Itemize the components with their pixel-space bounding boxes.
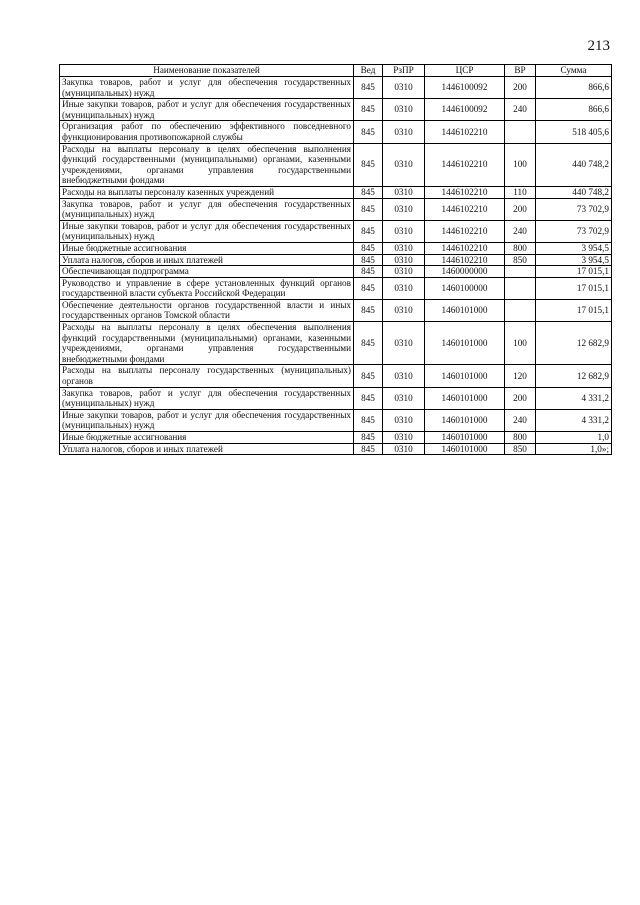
cell-ved: 845	[354, 322, 383, 365]
cell-name: Иные закупки товаров, работ и услуг для обеспечения государственных (муниципальных) нужд	[60, 220, 354, 242]
cell-name: Закупка товаров, работ и услуг для обеспечения государственных (муниципальных) нужд	[60, 198, 354, 220]
header-name: Наименование показателей	[60, 65, 354, 77]
table-row	[60, 266, 612, 278]
header-rzpr: РзПР	[383, 65, 425, 77]
cell-rzpr: 0310	[383, 77, 425, 99]
cell-sum: 17 015,1	[536, 277, 612, 299]
table-row	[60, 254, 612, 266]
cell-ved: 845	[354, 443, 383, 455]
cell-vr	[505, 277, 536, 299]
cell-csr: 1460000000	[425, 266, 505, 278]
cell-rzpr: 0310	[383, 443, 425, 455]
cell-vr: 850	[505, 443, 536, 455]
cell-csr: 1460101000	[425, 387, 505, 409]
cell-name: Иные закупки товаров, работ и услуг для обеспечения государственных (муниципальных) нужд	[60, 99, 354, 121]
cell-csr: 1446102210	[425, 220, 505, 242]
cell-vr: 100	[505, 322, 536, 365]
cell-name: Расходы на выплаты персоналу в целях обеспечения выполнения функций государственными (муниципальными) органами, казенными учреждениями, органами управления государственными внебюджетными фондами	[60, 322, 354, 365]
cell-sum: 3 954,5	[536, 254, 612, 266]
cell-ved: 845	[354, 299, 383, 321]
cell-vr	[505, 266, 536, 278]
cell-sum: 1,0	[536, 432, 612, 444]
cell-sum: 17 015,1	[536, 266, 612, 278]
table-row	[60, 121, 612, 143]
cell-ved: 845	[354, 254, 383, 266]
cell-rzpr: 0310	[383, 254, 425, 266]
cell-csr: 1460100000	[425, 277, 505, 299]
cell-vr: 240	[505, 99, 536, 121]
cell-csr: 1446102210	[425, 186, 505, 198]
table-row	[60, 387, 612, 409]
cell-sum: 518 405,6	[536, 121, 612, 143]
cell-sum: 12 682,9	[536, 365, 612, 387]
table-row	[60, 277, 612, 299]
cell-vr	[505, 299, 536, 321]
cell-ved: 845	[354, 220, 383, 242]
cell-csr: 1460101000	[425, 365, 505, 387]
table-row	[60, 198, 612, 220]
cell-name: Уплата налогов, сборов и иных платежей	[60, 443, 354, 455]
page-number: 213	[587, 38, 610, 54]
cell-rzpr: 0310	[383, 299, 425, 321]
cell-csr: 1460101000	[425, 299, 505, 321]
cell-name: Иные бюджетные ассигнования	[60, 432, 354, 444]
cell-name: Расходы на выплаты персоналу государственных (муниципальных) органов	[60, 365, 354, 387]
cell-name: Уплата налогов, сборов и иных платежей	[60, 254, 354, 266]
cell-name: Руководство и управление в сфере установленных функций органов государственной власти субъекта Российской Федерации	[60, 277, 354, 299]
cell-name: Расходы на выплаты персоналу казенных учреждений	[60, 186, 354, 198]
cell-ved: 845	[354, 432, 383, 444]
cell-ved: 845	[354, 198, 383, 220]
table-row	[60, 99, 612, 121]
cell-ved: 845	[354, 99, 383, 121]
cell-ved: 845	[354, 77, 383, 99]
cell-rzpr: 0310	[383, 186, 425, 198]
cell-vr: 800	[505, 242, 536, 254]
cell-name: Закупка товаров, работ и услуг для обеспечения государственных (муниципальных) нужд	[60, 77, 354, 99]
cell-csr: 1460101000	[425, 322, 505, 365]
cell-csr: 1460101000	[425, 432, 505, 444]
table-row	[60, 220, 612, 242]
cell-rzpr: 0310	[383, 409, 425, 431]
cell-sum: 866,6	[536, 77, 612, 99]
cell-csr: 1446102210	[425, 143, 505, 186]
cell-vr: 200	[505, 77, 536, 99]
cell-vr: 200	[505, 387, 536, 409]
cell-vr: 110	[505, 186, 536, 198]
cell-vr: 240	[505, 220, 536, 242]
cell-ved: 845	[354, 387, 383, 409]
cell-ved: 845	[354, 266, 383, 278]
cell-sum: 440 748,2	[536, 186, 612, 198]
cell-sum: 73 702,9	[536, 198, 612, 220]
cell-name: Иные закупки товаров, работ и услуг для обеспечения государственных (муниципальных) нужд	[60, 409, 354, 431]
cell-csr: 1460101000	[425, 443, 505, 455]
cell-name: Иные бюджетные ассигнования	[60, 242, 354, 254]
cell-sum: 866,6	[536, 99, 612, 121]
cell-csr: 1460101000	[425, 409, 505, 431]
cell-ved: 845	[354, 277, 383, 299]
cell-rzpr: 0310	[383, 322, 425, 365]
cell-sum: 17 015,1	[536, 299, 612, 321]
cell-rzpr: 0310	[383, 143, 425, 186]
cell-sum: 4 331,2	[536, 409, 612, 431]
budget-table	[59, 64, 612, 455]
cell-csr: 1446100092	[425, 99, 505, 121]
cell-ved: 845	[354, 121, 383, 143]
cell-vr: 100	[505, 143, 536, 186]
table-row	[60, 432, 612, 444]
cell-sum: 73 702,9	[536, 220, 612, 242]
table-row	[60, 365, 612, 387]
table-row	[60, 443, 612, 455]
cell-csr: 1446102210	[425, 198, 505, 220]
cell-rzpr: 0310	[383, 99, 425, 121]
cell-csr: 1446100092	[425, 77, 505, 99]
cell-rzpr: 0310	[383, 365, 425, 387]
header-vr: ВР	[505, 65, 536, 77]
cell-rzpr: 0310	[383, 277, 425, 299]
cell-csr: 1446102210	[425, 121, 505, 143]
table-row	[60, 242, 612, 254]
cell-ved: 845	[354, 409, 383, 431]
table-row	[60, 322, 612, 365]
cell-ved: 845	[354, 242, 383, 254]
cell-name: Расходы на выплаты персоналу в целях обеспечения выполнения функций государственными (муниципальными) органами, казенными учреждениями, органами управления государственными внебюджетными фондами	[60, 143, 354, 186]
cell-sum: 440 748,2	[536, 143, 612, 186]
cell-ved: 845	[354, 186, 383, 198]
cell-vr: 120	[505, 365, 536, 387]
header-csr: ЦСР	[425, 65, 505, 77]
cell-csr: 1446102210	[425, 254, 505, 266]
cell-rzpr: 0310	[383, 387, 425, 409]
cell-ved: 845	[354, 365, 383, 387]
cell-rzpr: 0310	[383, 242, 425, 254]
table-row	[60, 186, 612, 198]
cell-vr: 850	[505, 254, 536, 266]
header-sum: Сумма	[536, 65, 612, 77]
cell-sum: 3 954,5	[536, 242, 612, 254]
cell-vr: 800	[505, 432, 536, 444]
table-header-row	[60, 65, 612, 77]
cell-vr: 240	[505, 409, 536, 431]
table-row	[60, 77, 612, 99]
cell-name: Обеспечение деятельности органов государственной власти и иных государственных органов Томской области	[60, 299, 354, 321]
cell-vr	[505, 121, 536, 143]
cell-name: Организация работ по обеспечению эффективного повседневного функционирования противопожарной службы	[60, 121, 354, 143]
cell-ved: 845	[354, 143, 383, 186]
cell-rzpr: 0310	[383, 432, 425, 444]
table-row	[60, 299, 612, 321]
cell-rzpr: 0310	[383, 220, 425, 242]
cell-rzpr: 0310	[383, 266, 425, 278]
cell-vr: 200	[505, 198, 536, 220]
cell-rzpr: 0310	[383, 121, 425, 143]
cell-sum: 4 331,2	[536, 387, 612, 409]
cell-sum: 1,0»;	[536, 443, 612, 455]
cell-name: Обеспечивающая подпрограмма	[60, 266, 354, 278]
cell-sum: 12 682,9	[536, 322, 612, 365]
cell-name: Закупка товаров, работ и услуг для обеспечения государственных (муниципальных) нужд	[60, 387, 354, 409]
table-row	[60, 143, 612, 186]
header-ved: Вед	[354, 65, 383, 77]
cell-rzpr: 0310	[383, 198, 425, 220]
cell-csr: 1446102210	[425, 242, 505, 254]
table-row	[60, 409, 612, 431]
